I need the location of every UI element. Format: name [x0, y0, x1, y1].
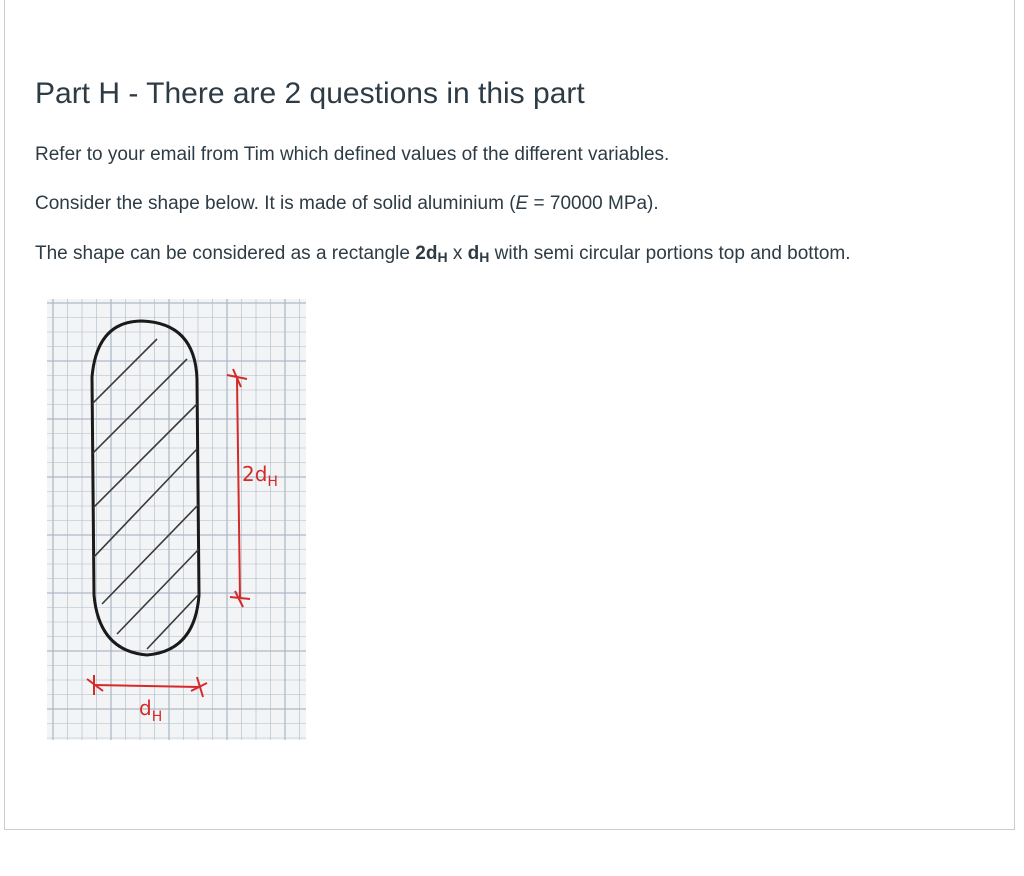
intro-paragraph: Refer to your email from Tim which defined values of the different variables.	[35, 144, 670, 165]
shape-text-suffix: with semi circular portions top and bottom.	[489, 243, 851, 264]
shape-sketch-svg	[47, 299, 306, 740]
shape-sketch-image	[47, 299, 306, 740]
modulus-value: = 70000 MPa).	[528, 193, 659, 214]
material-paragraph	[35, 192, 659, 216]
material-text: Consider the shape below. It is made of solid aluminium (	[35, 193, 516, 214]
modulus-variable: E	[515, 193, 529, 214]
grid-paper	[47, 299, 306, 740]
height-label: $2d_H$	[242, 462, 278, 490]
dimension-dh-main: d	[467, 243, 480, 264]
dimension-dh-sub: H	[479, 249, 490, 265]
part-title: Part H - There are 2 questions in this part	[35, 77, 585, 110]
shape-text-prefix: The shape can be considered as a rectangle	[35, 243, 416, 264]
times-sign: x	[447, 243, 468, 264]
dimension-dh	[468, 243, 490, 264]
shape-paragraph	[35, 242, 851, 269]
width-label: $d_H$	[139, 696, 163, 725]
dimension-2dh-sub: H	[437, 249, 448, 265]
question-panel	[4, 0, 1015, 830]
dimension-2dh-main: 2d	[415, 243, 438, 264]
dimension-2dh	[415, 243, 447, 264]
